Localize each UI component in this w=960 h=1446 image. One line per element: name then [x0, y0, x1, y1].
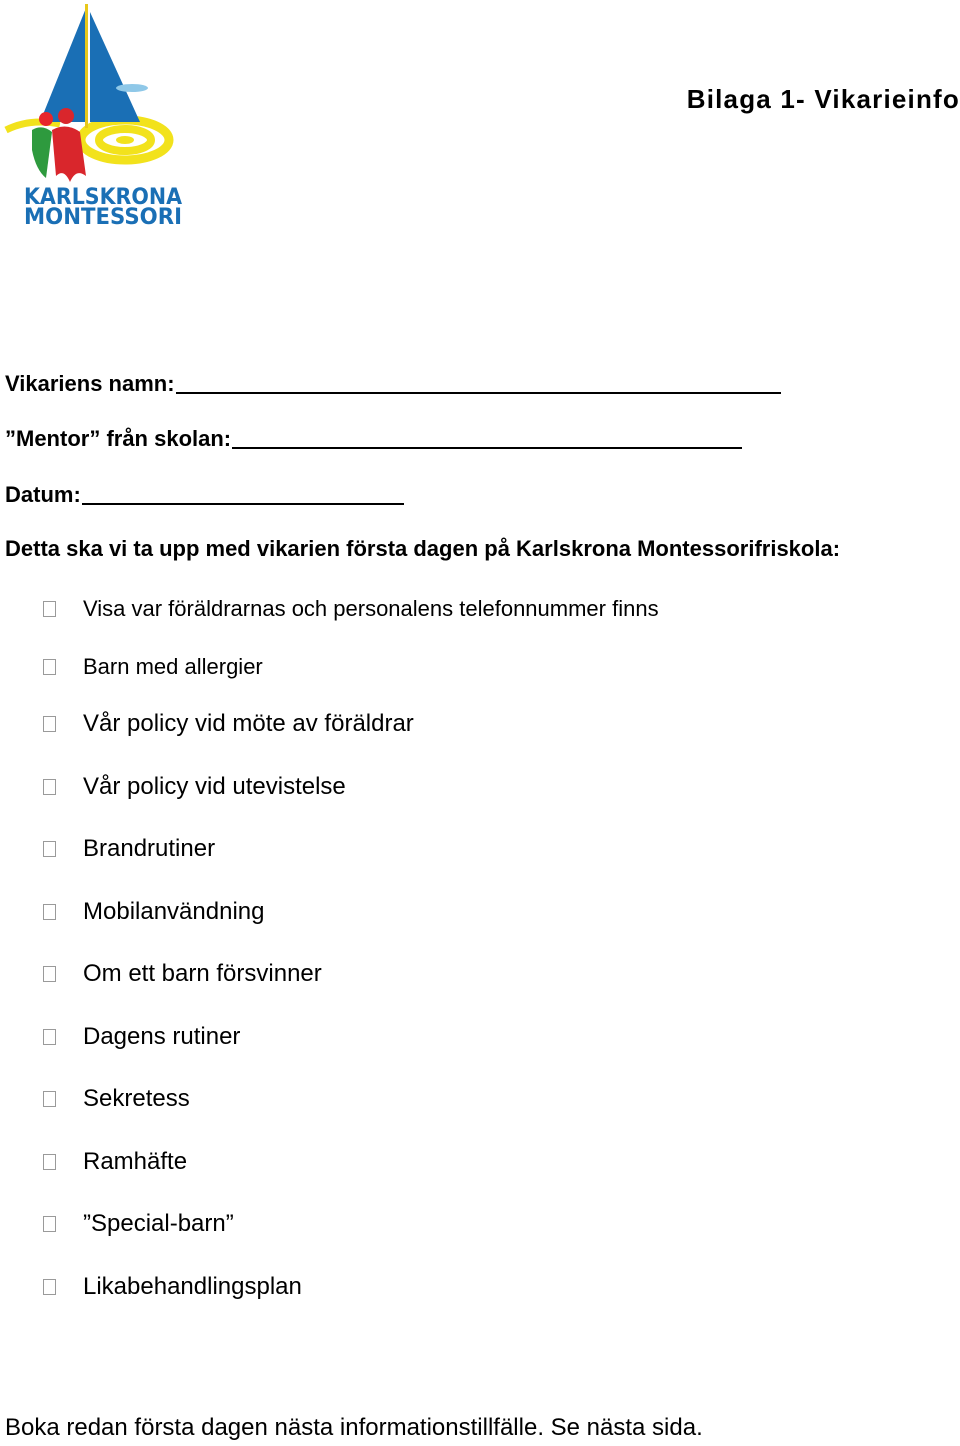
checkbox-icon[interactable]	[43, 1216, 56, 1232]
checklist-item-label: Vår policy vid möte av föräldrar	[83, 710, 414, 737]
checklist-item[interactable]	[43, 1210, 234, 1238]
checklist-item-label: Sekretess	[83, 1085, 190, 1112]
checkbox-icon[interactable]	[43, 966, 56, 982]
checklist-item[interactable]	[43, 596, 659, 622]
checklist-item[interactable]	[43, 1023, 240, 1051]
footer-note: Boka redan första dagen nästa informationstillfälle. Se nästa sida.	[5, 1414, 703, 1441]
checklist-item[interactable]	[43, 1085, 190, 1113]
mentor-field	[5, 425, 742, 452]
checkbox-icon[interactable]	[43, 1279, 56, 1295]
karlskrona-montessori-logo	[0, 0, 200, 240]
checklist-item-label: Brandrutiner	[83, 835, 216, 862]
checklist-item[interactable]	[43, 1273, 302, 1301]
checklist-item[interactable]	[43, 654, 263, 680]
checklist-item-label: ”Special-barn”	[83, 1210, 234, 1237]
checklist-item-label: Vår policy vid utevistelse	[83, 773, 346, 800]
vikarie-name-line[interactable]	[176, 370, 781, 394]
checkbox-icon[interactable]	[43, 716, 56, 732]
mentor-line[interactable]	[232, 425, 742, 449]
checklist-item-label: Mobilanvändning	[83, 898, 265, 925]
logo-text-line1: KARLSKRONA	[24, 185, 182, 210]
datum-field	[5, 481, 404, 508]
checklist-item-label: Likabehandlingsplan	[83, 1273, 302, 1300]
logo-text-line2: MONTESSORI	[24, 205, 182, 230]
checkbox-icon[interactable]	[43, 904, 56, 920]
checkbox-icon[interactable]	[43, 1029, 56, 1045]
vikarie-name-label: Vikariens namn:	[5, 371, 175, 396]
datum-label: Datum:	[5, 482, 81, 507]
checklist-item[interactable]	[43, 1148, 187, 1176]
checklist-item[interactable]	[43, 710, 414, 738]
checklist-item[interactable]	[43, 773, 346, 801]
checklist-item-label: Visa var föräldrarnas och personalens telefonnummer finns	[83, 596, 659, 621]
checkbox-icon[interactable]	[43, 1091, 56, 1107]
checklist-item[interactable]	[43, 835, 215, 863]
checkbox-icon[interactable]	[43, 779, 56, 795]
intro-text: Detta ska vi ta upp med vikarien första dagen på Karlskrona Montessorifriskola:	[5, 536, 841, 561]
mentor-label: ”Mentor” från skolan:	[5, 426, 232, 451]
checklist-item-label: Om ett barn försvinner	[83, 960, 322, 987]
checkbox-icon[interactable]	[43, 601, 56, 617]
checklist-item-label: Barn med allergier	[83, 654, 263, 679]
checklist-item[interactable]	[43, 898, 264, 926]
checklist-item-label: Dagens rutiner	[83, 1023, 241, 1050]
datum-line[interactable]	[82, 481, 404, 505]
checklist-item-label: Ramhäfte	[83, 1148, 188, 1175]
checkbox-icon[interactable]	[43, 659, 56, 675]
checklist-item[interactable]	[43, 960, 322, 988]
checkbox-icon[interactable]	[43, 1154, 56, 1170]
sail-graphic	[40, 4, 148, 128]
checkbox-icon[interactable]	[43, 841, 56, 857]
vikarie-name-field	[5, 370, 781, 397]
page-title: Bilaga 1- Vikarieinfo	[686, 84, 960, 114]
